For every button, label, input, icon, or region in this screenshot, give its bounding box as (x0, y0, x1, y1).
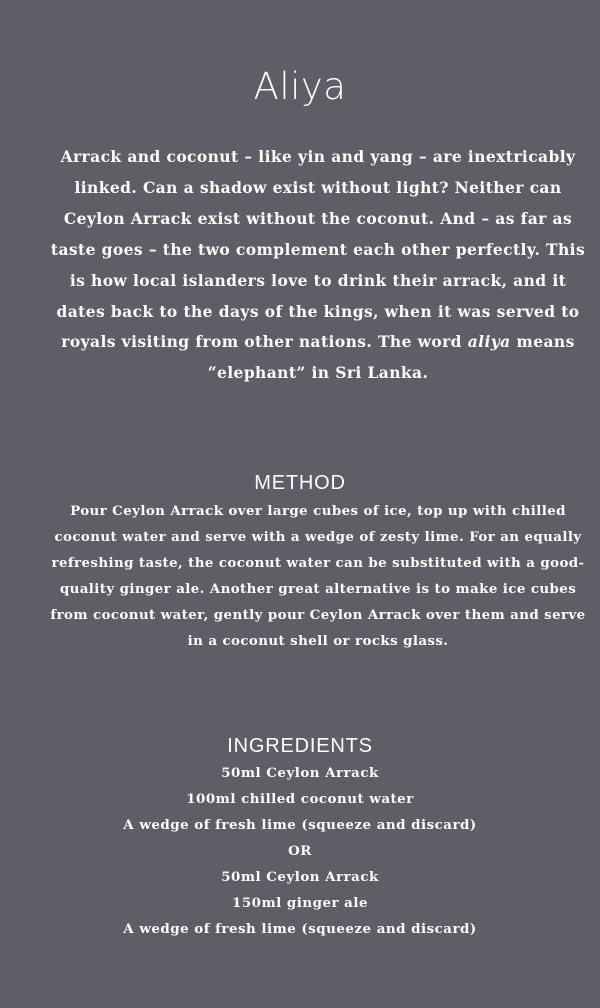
intro-text-end: means “elephant” in Sri Lanka. (207, 332, 575, 383)
intro-paragraph (50, 142, 586, 389)
method-heading: METHOD (254, 472, 346, 494)
ingredient-item: A wedge of fresh lime (squeeze and discard) (123, 817, 477, 833)
method-text: Pour Ceylon Arrack over large cubes of ice, top up with chilled coconut water and serve with a wedge of zesty lime. For an equally refreshing taste, the coconut water can be substituted with a good-quality ginger ale. Another great alternative is to make ice cubes from coconut water, gently pour Ceylon Arrack over them and serve in a coconut shell or rocks glass. (50, 503, 586, 649)
ingredient-item: A wedge of fresh lime (squeeze and discard) (123, 921, 477, 937)
intro-text: Arrack and coconut – like yin and yang – are inextricably linked. Can a shadow exist without light? Neither can Ceylon Arrack exist without the coconut. And – as far as taste goes – the two complement each other perfectly. This is how local islanders love to drink their arrack, and it dates back to the days of the kings, when it was served to royals visiting from other nations. The word (50, 147, 586, 352)
ingredient-item: 50ml Ceylon Arrack (221, 869, 379, 885)
ingredient-item: 50ml Ceylon Arrack (221, 765, 379, 781)
ingredient-item: 100ml chilled coconut water (186, 791, 414, 807)
intro-italic-word: aliya (467, 332, 511, 352)
ingredients-heading: INGREDIENTS (227, 735, 373, 757)
page-title: Aliya (253, 65, 347, 108)
ingredients-list (0, 760, 600, 942)
ingredient-separator: OR (288, 843, 312, 859)
ingredient-item: 150ml ginger ale (232, 895, 368, 911)
